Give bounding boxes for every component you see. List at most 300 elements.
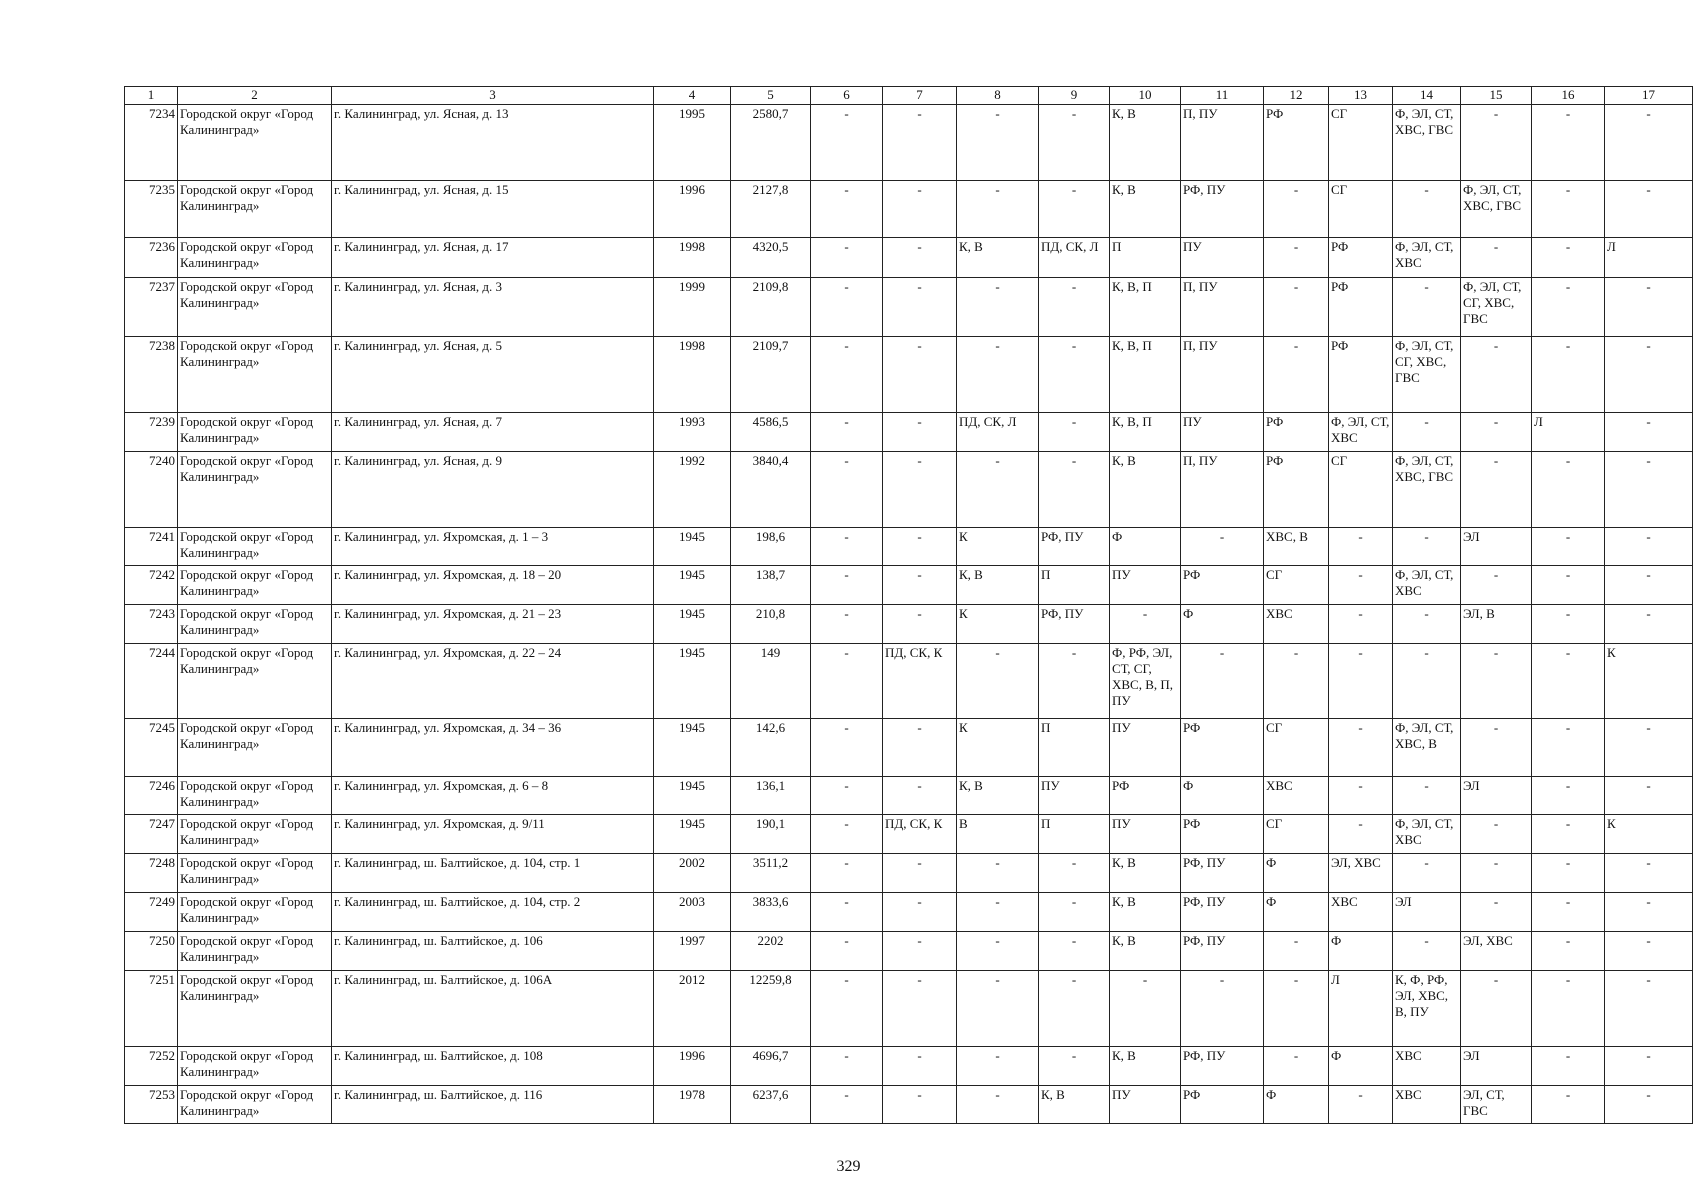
cell-col-11: - (1181, 644, 1264, 719)
column-number-row (125, 87, 1693, 105)
cell-col-3: г. Калининград, ул. Яхромская, д. 21 – 23 (332, 605, 654, 644)
column-header-11: 11 (1181, 87, 1264, 105)
cell-col-5: 2109,8 (731, 278, 811, 337)
cell-col-8: К, В (957, 777, 1039, 815)
table-row (125, 452, 1693, 528)
table-row (125, 278, 1693, 337)
table-row (125, 528, 1693, 566)
cell-col-5: 149 (731, 644, 811, 719)
cell-col-17: - (1605, 893, 1693, 932)
cell-col-13: ХВС (1329, 893, 1393, 932)
cell-col-7: - (883, 452, 957, 528)
cell-col-1: 7235 (125, 181, 178, 238)
cell-col-11: П, ПУ (1181, 278, 1264, 337)
cell-col-4: 1945 (654, 777, 731, 815)
cell-col-17: - (1605, 278, 1693, 337)
cell-col-12: - (1264, 238, 1329, 278)
cell-col-10: ПУ (1110, 719, 1181, 777)
cell-col-15: - (1461, 719, 1532, 777)
cell-col-2: Городской округ «Город Калининград» (178, 777, 332, 815)
cell-col-16: - (1532, 719, 1605, 777)
cell-col-3: г. Калининград, ул. Яхромская, д. 6 – 8 (332, 777, 654, 815)
column-header-16: 16 (1532, 87, 1605, 105)
cell-col-9: ПУ (1039, 777, 1110, 815)
cell-col-5: 3511,2 (731, 854, 811, 893)
cell-col-14: - (1393, 605, 1461, 644)
cell-col-2: Городской округ «Город Калининград» (178, 644, 332, 719)
cell-col-14: Ф, ЭЛ, СТ, ХВС, ГВС (1393, 105, 1461, 181)
cell-col-13: - (1329, 719, 1393, 777)
cell-col-12: РФ (1264, 105, 1329, 181)
cell-col-2: Городской округ «Город Калининград» (178, 528, 332, 566)
cell-col-1: 7239 (125, 413, 178, 452)
cell-col-4: 1993 (654, 413, 731, 452)
cell-col-6: - (811, 854, 883, 893)
cell-col-9: - (1039, 854, 1110, 893)
table-row (125, 413, 1693, 452)
cell-col-4: 1945 (654, 719, 731, 777)
cell-col-4: 1978 (654, 1086, 731, 1124)
cell-col-14: - (1393, 644, 1461, 719)
cell-col-9: - (1039, 413, 1110, 452)
cell-col-2: Городской округ «Город Калининград» (178, 605, 332, 644)
cell-col-16: - (1532, 644, 1605, 719)
cell-col-16: - (1532, 777, 1605, 815)
cell-col-6: - (811, 528, 883, 566)
cell-col-1: 7240 (125, 452, 178, 528)
cell-col-10: - (1110, 971, 1181, 1047)
cell-col-17: - (1605, 528, 1693, 566)
cell-col-16: - (1532, 605, 1605, 644)
cell-col-11: РФ, ПУ (1181, 181, 1264, 238)
cell-col-9: П (1039, 719, 1110, 777)
cell-col-10: К, В, П (1110, 413, 1181, 452)
cell-col-13: РФ (1329, 238, 1393, 278)
cell-col-3: г. Калининград, ул. Яхромская, д. 1 – 3 (332, 528, 654, 566)
cell-col-16: - (1532, 932, 1605, 971)
table-body (125, 105, 1693, 1124)
cell-col-9: - (1039, 452, 1110, 528)
cell-col-12: РФ (1264, 452, 1329, 528)
column-header-9: 9 (1039, 87, 1110, 105)
cell-col-12: Ф (1264, 1086, 1329, 1124)
cell-col-10: ПУ (1110, 815, 1181, 854)
column-header-3: 3 (332, 87, 654, 105)
cell-col-14: ХВС (1393, 1047, 1461, 1086)
cell-col-9: - (1039, 644, 1110, 719)
cell-col-3: г. Калининград, ул. Ясная, д. 3 (332, 278, 654, 337)
cell-col-7: - (883, 105, 957, 181)
column-header-13: 13 (1329, 87, 1393, 105)
cell-col-5: 4320,5 (731, 238, 811, 278)
cell-col-2: Городской округ «Город Калининград» (178, 105, 332, 181)
cell-col-14: Ф, ЭЛ, СТ, ХВС (1393, 238, 1461, 278)
cell-col-11: П, ПУ (1181, 452, 1264, 528)
cell-col-9: ПД, СК, Л (1039, 238, 1110, 278)
cell-col-13: СГ (1329, 105, 1393, 181)
cell-col-1: 7238 (125, 337, 178, 413)
cell-col-8: - (957, 452, 1039, 528)
cell-col-5: 138,7 (731, 566, 811, 605)
cell-col-12: - (1264, 644, 1329, 719)
cell-col-1: 7242 (125, 566, 178, 605)
cell-col-12: СГ (1264, 815, 1329, 854)
cell-col-5: 2202 (731, 932, 811, 971)
cell-col-1: 7252 (125, 1047, 178, 1086)
cell-col-5: 198,6 (731, 528, 811, 566)
cell-col-11: РФ, ПУ (1181, 1047, 1264, 1086)
cell-col-7: - (883, 1047, 957, 1086)
cell-col-7: - (883, 413, 957, 452)
cell-col-10: Ф (1110, 528, 1181, 566)
cell-col-16: - (1532, 452, 1605, 528)
cell-col-3: г. Калининград, ул. Ясная, д. 5 (332, 337, 654, 413)
cell-col-17: - (1605, 181, 1693, 238)
cell-col-14: ЭЛ (1393, 893, 1461, 932)
cell-col-2: Городской округ «Город Калининград» (178, 971, 332, 1047)
cell-col-4: 2002 (654, 854, 731, 893)
cell-col-8: К, В (957, 566, 1039, 605)
cell-col-1: 7248 (125, 854, 178, 893)
cell-col-16: - (1532, 181, 1605, 238)
cell-col-17: - (1605, 932, 1693, 971)
column-header-2: 2 (178, 87, 332, 105)
cell-col-6: - (811, 893, 883, 932)
cell-col-17: - (1605, 971, 1693, 1047)
cell-col-3: г. Калининград, ул. Яхромская, д. 22 – 24 (332, 644, 654, 719)
table-row (125, 1047, 1693, 1086)
cell-col-4: 2003 (654, 893, 731, 932)
cell-col-7: ПД, СК, К (883, 644, 957, 719)
cell-col-6: - (811, 566, 883, 605)
column-header-8: 8 (957, 87, 1039, 105)
cell-col-10: П (1110, 238, 1181, 278)
cell-col-10: - (1110, 605, 1181, 644)
cell-col-10: ПУ (1110, 566, 1181, 605)
cell-col-3: г. Калининград, ул. Яхромская, д. 34 – 36 (332, 719, 654, 777)
cell-col-4: 1998 (654, 238, 731, 278)
cell-col-15: - (1461, 337, 1532, 413)
cell-col-7: - (883, 278, 957, 337)
cell-col-11: РФ, ПУ (1181, 932, 1264, 971)
cell-col-7: ПД, СК, К (883, 815, 957, 854)
cell-col-6: - (811, 932, 883, 971)
cell-col-7: - (883, 719, 957, 777)
cell-col-7: - (883, 181, 957, 238)
cell-col-13: ЭЛ, ХВС (1329, 854, 1393, 893)
cell-col-8: - (957, 278, 1039, 337)
cell-col-11: РФ, ПУ (1181, 854, 1264, 893)
table-row (125, 932, 1693, 971)
cell-col-16: - (1532, 105, 1605, 181)
cell-col-5: 142,6 (731, 719, 811, 777)
cell-col-11: ПУ (1181, 238, 1264, 278)
cell-col-9: - (1039, 278, 1110, 337)
cell-col-11: П, ПУ (1181, 105, 1264, 181)
cell-col-16: Л (1532, 413, 1605, 452)
page-number: 329 (836, 1158, 861, 1175)
cell-col-5: 6237,6 (731, 1086, 811, 1124)
table-row (125, 777, 1693, 815)
cell-col-10: К, В, П (1110, 278, 1181, 337)
cell-col-2: Городской округ «Город Калининград» (178, 932, 332, 971)
cell-col-12: СГ (1264, 566, 1329, 605)
cell-col-10: К, В (1110, 1047, 1181, 1086)
cell-col-16: - (1532, 1086, 1605, 1124)
cell-col-15: ЭЛ, В (1461, 605, 1532, 644)
table-row (125, 815, 1693, 854)
cell-col-15: - (1461, 238, 1532, 278)
cell-col-10: К, В (1110, 893, 1181, 932)
cell-col-9: РФ, ПУ (1039, 528, 1110, 566)
table-header (125, 87, 1693, 105)
cell-col-5: 136,1 (731, 777, 811, 815)
cell-col-17: - (1605, 854, 1693, 893)
table-row (125, 238, 1693, 278)
cell-col-7: - (883, 893, 957, 932)
cell-col-4: 2012 (654, 971, 731, 1047)
table-row (125, 893, 1693, 932)
cell-col-5: 3833,6 (731, 893, 811, 932)
cell-col-14: Ф, ЭЛ, СТ, СГ, ХВС, ГВС (1393, 337, 1461, 413)
cell-col-16: - (1532, 971, 1605, 1047)
cell-col-7: - (883, 777, 957, 815)
cell-col-5: 4586,5 (731, 413, 811, 452)
cell-col-8: - (957, 932, 1039, 971)
cell-col-3: г. Калининград, ш. Балтийское, д. 106А (332, 971, 654, 1047)
cell-col-4: 1945 (654, 605, 731, 644)
cell-col-7: - (883, 854, 957, 893)
cell-col-2: Городской округ «Город Калининград» (178, 1086, 332, 1124)
cell-col-7: - (883, 528, 957, 566)
cell-col-12: - (1264, 181, 1329, 238)
cell-col-1: 7234 (125, 105, 178, 181)
cell-col-11: ПУ (1181, 413, 1264, 452)
cell-col-11: РФ (1181, 566, 1264, 605)
cell-col-17: - (1605, 1086, 1693, 1124)
cell-col-15: - (1461, 971, 1532, 1047)
cell-col-8: ПД, СК, Л (957, 413, 1039, 452)
cell-col-8: К (957, 605, 1039, 644)
cell-col-14: К, Ф, РФ, ЭЛ, ХВС, В, ПУ (1393, 971, 1461, 1047)
table-row (125, 337, 1693, 413)
column-header-4: 4 (654, 87, 731, 105)
cell-col-16: - (1532, 238, 1605, 278)
cell-col-3: г. Калининград, ш. Балтийское, д. 104, стр. 1 (332, 854, 654, 893)
table-row (125, 605, 1693, 644)
cell-col-11: Ф (1181, 605, 1264, 644)
cell-col-16: - (1532, 337, 1605, 413)
cell-col-6: - (811, 105, 883, 181)
cell-col-14: - (1393, 413, 1461, 452)
cell-col-14: - (1393, 528, 1461, 566)
cell-col-15: - (1461, 105, 1532, 181)
column-header-14: 14 (1393, 87, 1461, 105)
cell-col-5: 3840,4 (731, 452, 811, 528)
cell-col-6: - (811, 1047, 883, 1086)
table-row (125, 181, 1693, 238)
cell-col-10: К, В (1110, 181, 1181, 238)
cell-col-12: - (1264, 337, 1329, 413)
cell-col-2: Городской округ «Город Калининград» (178, 566, 332, 605)
cell-col-10: К, В (1110, 105, 1181, 181)
cell-col-9: - (1039, 181, 1110, 238)
cell-col-6: - (811, 413, 883, 452)
cell-col-6: - (811, 452, 883, 528)
cell-col-11: - (1181, 528, 1264, 566)
cell-col-16: - (1532, 893, 1605, 932)
cell-col-8: - (957, 644, 1039, 719)
cell-col-4: 1995 (654, 105, 731, 181)
cell-col-8: - (957, 893, 1039, 932)
cell-col-11: РФ (1181, 1086, 1264, 1124)
cell-col-8: - (957, 1086, 1039, 1124)
cell-col-1: 7253 (125, 1086, 178, 1124)
cell-col-7: - (883, 971, 957, 1047)
cell-col-12: Ф (1264, 854, 1329, 893)
cell-col-14: Ф, ЭЛ, СТ, ХВС (1393, 815, 1461, 854)
cell-col-13: Ф (1329, 1047, 1393, 1086)
cell-col-13: - (1329, 815, 1393, 854)
cell-col-15: ЭЛ, ХВС (1461, 932, 1532, 971)
cell-col-8: - (957, 1047, 1039, 1086)
cell-col-7: - (883, 238, 957, 278)
cell-col-15: - (1461, 566, 1532, 605)
cell-col-15: - (1461, 815, 1532, 854)
cell-col-10: К, В (1110, 932, 1181, 971)
cell-col-13: Ф (1329, 932, 1393, 971)
table-row (125, 854, 1693, 893)
cell-col-6: - (811, 777, 883, 815)
cell-col-7: - (883, 932, 957, 971)
cell-col-10: К, В, П (1110, 337, 1181, 413)
cell-col-2: Городской округ «Город Калининград» (178, 413, 332, 452)
cell-col-12: РФ (1264, 413, 1329, 452)
cell-col-12: - (1264, 278, 1329, 337)
table-row (125, 644, 1693, 719)
cell-col-1: 7247 (125, 815, 178, 854)
cell-col-12: ХВС (1264, 605, 1329, 644)
cell-col-1: 7243 (125, 605, 178, 644)
cell-col-7: - (883, 1086, 957, 1124)
cell-col-6: - (811, 238, 883, 278)
cell-col-3: г. Калининград, ул. Ясная, д. 7 (332, 413, 654, 452)
register-table-container (124, 86, 1672, 1124)
cell-col-5: 2127,8 (731, 181, 811, 238)
cell-col-4: 1999 (654, 278, 731, 337)
cell-col-16: - (1532, 566, 1605, 605)
cell-col-5: 2580,7 (731, 105, 811, 181)
cell-col-10: Ф, РФ, ЭЛ, СТ, СГ, ХВС, В, П, ПУ (1110, 644, 1181, 719)
cell-col-11: РФ (1181, 719, 1264, 777)
cell-col-6: - (811, 644, 883, 719)
cell-col-5: 210,8 (731, 605, 811, 644)
cell-col-5: 2109,7 (731, 337, 811, 413)
cell-col-12: ХВС, В (1264, 528, 1329, 566)
cell-col-8: - (957, 337, 1039, 413)
cell-col-9: - (1039, 1047, 1110, 1086)
cell-col-9: РФ, ПУ (1039, 605, 1110, 644)
cell-col-11: Ф (1181, 777, 1264, 815)
cell-col-6: - (811, 971, 883, 1047)
cell-col-11: РФ (1181, 815, 1264, 854)
cell-col-14: - (1393, 932, 1461, 971)
cell-col-4: 1945 (654, 815, 731, 854)
cell-col-1: 7244 (125, 644, 178, 719)
cell-col-14: - (1393, 181, 1461, 238)
cell-col-7: - (883, 605, 957, 644)
cell-col-2: Городской округ «Город Калининград» (178, 238, 332, 278)
cell-col-13: РФ (1329, 278, 1393, 337)
cell-col-16: - (1532, 528, 1605, 566)
cell-col-13: - (1329, 777, 1393, 815)
cell-col-7: - (883, 337, 957, 413)
cell-col-6: - (811, 337, 883, 413)
cell-col-9: П (1039, 815, 1110, 854)
column-header-17: 17 (1605, 87, 1693, 105)
cell-col-17: - (1605, 452, 1693, 528)
column-header-7: 7 (883, 87, 957, 105)
cell-col-4: 1992 (654, 452, 731, 528)
cell-col-6: - (811, 278, 883, 337)
cell-col-17: - (1605, 777, 1693, 815)
cell-col-17: К (1605, 815, 1693, 854)
table-row (125, 971, 1693, 1047)
cell-col-8: - (957, 854, 1039, 893)
cell-col-13: - (1329, 1086, 1393, 1124)
cell-col-9: - (1039, 105, 1110, 181)
cell-col-5: 4696,7 (731, 1047, 811, 1086)
table-row (125, 566, 1693, 605)
cell-col-15: ЭЛ (1461, 777, 1532, 815)
cell-col-17: Л (1605, 238, 1693, 278)
cell-col-6: - (811, 815, 883, 854)
cell-col-17: - (1605, 1047, 1693, 1086)
cell-col-3: г. Калининград, ш. Балтийское, д. 108 (332, 1047, 654, 1086)
column-header-5: 5 (731, 87, 811, 105)
cell-col-12: - (1264, 1047, 1329, 1086)
cell-col-15: - (1461, 854, 1532, 893)
cell-col-17: - (1605, 719, 1693, 777)
cell-col-3: г. Калининград, ш. Балтийское, д. 116 (332, 1086, 654, 1124)
cell-col-2: Городской округ «Город Калининград» (178, 815, 332, 854)
cell-col-1: 7250 (125, 932, 178, 971)
cell-col-10: К, В (1110, 452, 1181, 528)
cell-col-1: 7246 (125, 777, 178, 815)
cell-col-2: Городской округ «Город Калининград» (178, 337, 332, 413)
cell-col-8: - (957, 105, 1039, 181)
cell-col-15: Ф, ЭЛ, СТ, ХВС, ГВС (1461, 181, 1532, 238)
cell-col-9: - (1039, 971, 1110, 1047)
cell-col-4: 1998 (654, 337, 731, 413)
cell-col-9: К, В (1039, 1086, 1110, 1124)
cell-col-14: - (1393, 777, 1461, 815)
cell-col-8: - (957, 971, 1039, 1047)
cell-col-9: - (1039, 893, 1110, 932)
cell-col-9: - (1039, 337, 1110, 413)
cell-col-3: г. Калининград, ул. Яхромская, д. 18 – 20 (332, 566, 654, 605)
cell-col-14: - (1393, 278, 1461, 337)
cell-col-1: 7237 (125, 278, 178, 337)
cell-col-17: - (1605, 605, 1693, 644)
cell-col-16: - (1532, 815, 1605, 854)
cell-col-10: К, В (1110, 854, 1181, 893)
cell-col-11: П, ПУ (1181, 337, 1264, 413)
cell-col-3: г. Калининград, ул. Яхромская, д. 9/11 (332, 815, 654, 854)
cell-col-10: РФ (1110, 777, 1181, 815)
table-row (125, 719, 1693, 777)
cell-col-2: Городской округ «Город Калининград» (178, 452, 332, 528)
